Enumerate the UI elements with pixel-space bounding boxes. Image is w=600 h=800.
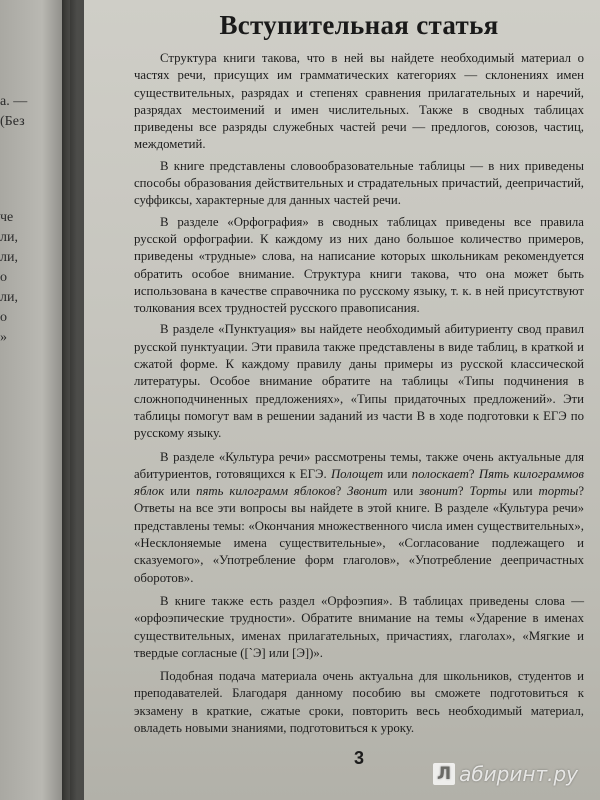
paragraph-speech-culture: [134, 449, 584, 587]
culture-connector: или: [164, 484, 197, 499]
left-page-fragment-mid: [0, 208, 70, 348]
culture-connector: или: [387, 484, 420, 499]
culture-example: полоскает: [411, 466, 469, 481]
left-fragment-line: (Без: [0, 114, 25, 129]
paragraph-structure: Структура книги такова, что в ней вы найдете необходимый материал о частях речи, присущих им грамматических категориях — склонениях имен существительных, разрядах и степенях сравнения прилагательных и наречий, разрядах местоимений и имен числительных. Также в сводных таблицах приведены все разряды служебных частей речи — предлогов, союзов, частиц, междометий.: [134, 51, 584, 152]
culture-example: Торты: [469, 484, 507, 499]
culture-intro: В разделе «Культура речи» рассмотрены темы, также очень актуальные для абитуриентов, готовящихся к ЕГЭ.: [134, 449, 584, 481]
culture-example: торты: [538, 484, 579, 499]
culture-example: Полощет: [330, 466, 384, 481]
paragraph-orthography: В разделе «Орфография» в сводных таблицах приведены все правила русской орфографии. К каждому из них дано большое количество примеров, приведены «трудные» слова, на написание которых школьникам рекомендуется обратить особое внимание. Структура книги такова, что она может быть использована в качестве справочника по русскому языку, т. к. в ней присутствуют толкования всех трудностей русского правописания.: [134, 214, 584, 316]
culture-connector: ?: [335, 484, 348, 499]
culture-example: звонит: [419, 484, 458, 499]
labirint-watermark: [433, 762, 578, 786]
culture-rest: Ответы на все эти вопросы вы найдете в этой книге. В разделе «Культура речи» представлены темы: «Окончания множественного числа имен существительных», «Несклоняемые имена существительные», «Согласование подлежащего и сказуемого», «Употребление форм глаголов», «Употребление деепричастных оборотов».: [134, 501, 584, 585]
left-fragment-line: ли,: [0, 230, 18, 245]
labirint-logo-icon: Л: [433, 763, 455, 785]
culture-connector: ?: [468, 466, 479, 481]
culture-example: Звонит: [347, 484, 388, 499]
left-fragment-line: »: [0, 330, 7, 345]
culture-example: Пять килограммов яблок: [134, 466, 584, 499]
culture-connector: или: [506, 484, 539, 499]
paragraph-word-formation: В книге представлены словообразовательные таблицы — в них приведены способы образования действительных и страдательных причастий, деепричастий, суффиксы, характерные для данных частей речи.: [134, 158, 584, 208]
left-fragment-line: че: [0, 210, 14, 225]
culture-connector: ?: [457, 484, 470, 499]
culture-connector: ?: [578, 484, 585, 499]
left-fragment-line: ли,: [0, 250, 18, 265]
left-fragment-line: а. —: [0, 94, 28, 109]
paragraph-orthoepy: В книге также есть раздел «Орфоэпия». В таблицах приведены слова — «орфоэпические трудности». Обратите внимание на темы «Ударение в именах существительных, именах прилагательных, причастиях, глаголах», «Мягкие и твердые согласные ([`Э] или [Э])».: [134, 593, 584, 660]
body-text: [134, 50, 584, 737]
left-fragment-line: о: [0, 270, 7, 285]
page-content: [134, 0, 585, 768]
culture-example: пять килограмм яблоков: [196, 484, 336, 499]
left-fragment-line: ли,: [0, 290, 18, 305]
page-title: Вступительная статья: [219, 10, 499, 40]
paragraph-punctuation: В разделе «Пунктуация» вы найдете необходимый абитуриенту свод правил русской пунктуации. Эти правила также представлены в виде таблиц, в краткой и сжатой форме. К каждому правилу даны примеры из русской классической литературы. Особое внимание обратите на таблицы «Типы подчинения в сложноподчиненных предложениях», «Типы придаточных предложений». Эти таблицы помогут вам в решении заданий из части В в ходе подготовки к ЕГЭ по русскому языку.: [134, 322, 584, 441]
left-fragment-line: о: [0, 310, 7, 325]
paragraph-closing: Подобная подача материала очень актуальна для школьников, студентов и преподавателей. Благодаря данному пособию вы сможете подготовиться к экзамену в краткие, сжатые сроки, повторить весь необходимый материал, овладеть новыми знаниями, подготовиться к уроку.: [134, 669, 584, 735]
left-page-edge: [0, 0, 70, 800]
culture-connector: или: [383, 466, 412, 481]
page-number: 3: [353, 748, 364, 768]
left-page-fragment-top: [0, 92, 70, 132]
book-page: [84, 0, 600, 800]
watermark-text: абиринт.ру: [459, 762, 578, 786]
